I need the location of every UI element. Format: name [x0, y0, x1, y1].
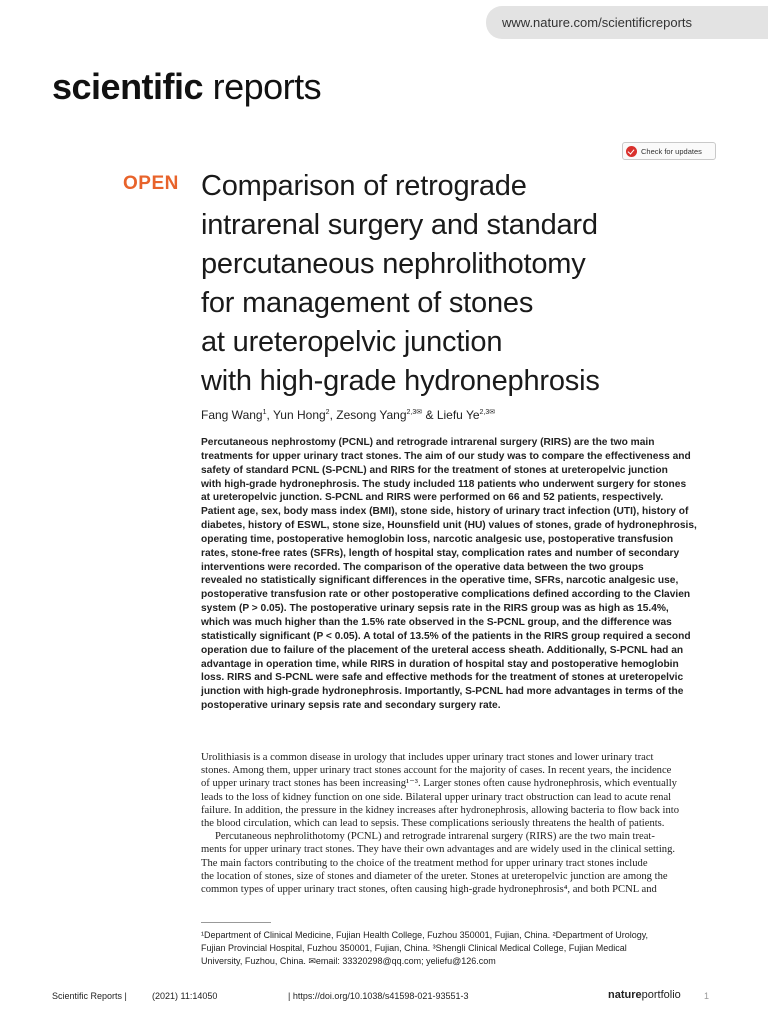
abstract-line: system (P > 0.05). The postoperative urinary sepsis rate in the RIRS group was as high as 15.4%, — [201, 603, 669, 615]
page-footer — [52, 991, 716, 1005]
author-separator: , — [329, 408, 337, 422]
open-access-label: OPEN — [123, 173, 179, 194]
footer-doi-link[interactable]: | https://doi.org/10.1038/s41598-021-93551-3 — [288, 991, 469, 1001]
body-line: common types of upper urinary tract stones, often causing high-grade hydronephrosis⁴, and both PCNL and — [201, 884, 657, 896]
author-name[interactable]: Yun Hong — [272, 408, 326, 422]
check-updates-label: Check for updates — [641, 146, 702, 156]
journal-logo-regular: reports — [212, 66, 322, 107]
body-line: the blood circulation, which can lead to sepsis. These complications seriously threatens the health of patients. — [201, 818, 665, 830]
body-line: of upper urinary tract stones has been increasing¹⁻³. Larger stones often cause hydronephrosis, which eventually — [201, 778, 677, 790]
author-name[interactable]: Fang Wang — [201, 408, 263, 422]
journal-url[interactable]: www.nature.com/scientificreports — [486, 6, 768, 39]
abstract-line: advantage in operation time, while RIRS in duration of hospital stay and postoperative hemoglobin — [201, 658, 679, 670]
abstract-line: revealed no statistically significant differences in the operative time, SFRs, narcotic analgesic use, — [201, 575, 679, 587]
title-line: for management of stones — [201, 287, 534, 319]
author-affiliation: 2,3✉ — [479, 409, 496, 416]
title-line: at ureteropelvic junction — [201, 326, 503, 358]
body-text — [201, 751, 717, 896]
title-line: with high-grade hydronephrosis — [201, 365, 600, 397]
abstract-line: interventions were recorded. The comparison of the operative data between the two groups — [201, 561, 644, 573]
abstract-line: treatments for upper urinary tract stones. The aim of our study was to compare the effectiveness and — [201, 450, 691, 462]
journal-logo-bold: scientific — [52, 66, 204, 107]
author-name[interactable]: Zesong Yang — [336, 408, 407, 422]
abstract-line: operation due to failure of the placement of the ureteral access sheath. Additionally, S-PCNL had an — [201, 644, 684, 656]
page-number: 1 — [704, 991, 710, 1001]
affiliation-line: Fujian Provincial Hospital, Fuzhou 350001, Fujian, China. ³Shengli Clinical Medical College, Fujian Medical — [201, 943, 627, 953]
affiliation-line: University, Fuzhou, China. ✉email: 33320298@qq.com; yeliefu@126.com — [201, 956, 496, 966]
abstract-line: postoperative transfusion rate or other postoperative complications defined according to the Clavien — [201, 589, 691, 601]
body-line: leads to the loss of kidney function on one side. Bilateral upper urinary tract obstruction can lead to acute renal — [201, 791, 672, 803]
body-line: stones. Among them, upper urinary tract stones account for the majority of cases. In recent years, the incidence — [201, 765, 672, 777]
abstract-line: Patient age, sex, body mass index (BMI), stone side, history of urinary tract infection (UTI), history of — [201, 506, 689, 518]
affiliation-divider — [201, 922, 271, 923]
author-separator: , — [266, 408, 273, 422]
author-name[interactable]: Liefu Ye — [436, 408, 480, 422]
article-title — [201, 167, 721, 401]
author-affiliation: 2 — [325, 409, 330, 416]
abstract-line: at ureteropelvic junction. S-PCNL and RIRS were performed on 66 and 52 patients, respectively. — [201, 492, 664, 504]
author-separator: & — [422, 408, 437, 422]
title-line: Comparison of retrograde — [201, 170, 527, 202]
abstract-line: junction with high-grade hydronephrosis. Importantly, S-PCNL had more advantages in terms of the — [201, 686, 684, 698]
footer-year-issue: (2021) 11:14050 — [152, 991, 218, 1001]
abstract-line: diabetes, history of ESWL, stone size, Hounsfield unit (HU) values of stones, grade of hydronephrosis, — [201, 520, 697, 532]
abstract-line: safety of standard PCNL (S-PCNL) and RIRS for the treatment of stones at ureteropelvic junction — [201, 464, 668, 476]
body-line: Urolithiasis is a common disease in urology that includes upper urinary tract stones and lower urinary tract — [201, 752, 654, 763]
author-affiliation: 2,3✉ — [406, 409, 423, 416]
author-affiliation: 1 — [262, 409, 267, 416]
brand-regular: portfolio — [641, 989, 681, 1001]
abstract-line: which was much higher than the 1.5% rate observed in the S-PCNL group, and the difference was — [201, 616, 672, 628]
abstract-line: loss. RIRS and S-PCNL were safe and effective methods for the treatment of stones at ureteropelvic — [201, 672, 684, 684]
abstract-line: operating time, postoperative hemoglobin loss, narcotic analgesic use, postoperative transfusion — [201, 533, 674, 545]
title-line: intrarenal surgery and standard — [201, 209, 598, 241]
abstract-line: postoperative urinary sepsis rate and secondary surgery rate. — [201, 700, 501, 712]
body-line: Percutaneous nephrolithotomy (PCNL) and retrograde intrarenal surgery (RIRS) are the two main treat- — [215, 831, 655, 843]
footer-journal: Scientific Reports | — [52, 991, 127, 1001]
title-line: percutaneous nephrolithotomy — [201, 248, 586, 280]
abstract-line: rates, stone-free rates (SFRs), length of hospital stay, complication rates and number of secondary — [201, 547, 680, 559]
journal-logo — [52, 66, 321, 108]
body-line: ments for upper urinary tract stones. They have their own advantages and are widely used in the clinical setting. — [201, 844, 676, 856]
abstract — [201, 436, 717, 713]
author-list — [201, 408, 495, 422]
affiliations — [201, 929, 717, 968]
check-for-updates-button[interactable] — [622, 142, 716, 160]
abstract-line: Percutaneous nephrostomy (PCNL) and retrograde intrarenal surgery (RIRS) are the two main — [201, 437, 655, 448]
body-line: the location of stones, size of stones and diameter of the ureter. Stones at ureteropelvic junction are among the — [201, 870, 668, 882]
nature-portfolio-logo — [608, 989, 681, 1001]
affiliation-line: ¹Department of Clinical Medicine, Fujian Health College, Fuzhou 350001, Fujian, China. ²Department of Urology, — [201, 930, 649, 940]
body-line: The main factors contributing to the choice of the treatment method for upper urinary tract stones include — [201, 857, 648, 869]
abstract-line: with high-grade hydronephrosis. The study included 118 patients who underwent surgery for stones — [201, 478, 687, 490]
body-line: failure. In addition, the pressure in the kidney increases after hydronephrosis, allowing bacteria to flow back into — [201, 804, 680, 816]
check-updates-icon — [626, 146, 637, 157]
brand-bold: nature — [608, 989, 642, 1001]
abstract-line: statistically significant (P < 0.05). A total of 13.5% of the patients in the RIRS group required a second — [201, 630, 691, 642]
